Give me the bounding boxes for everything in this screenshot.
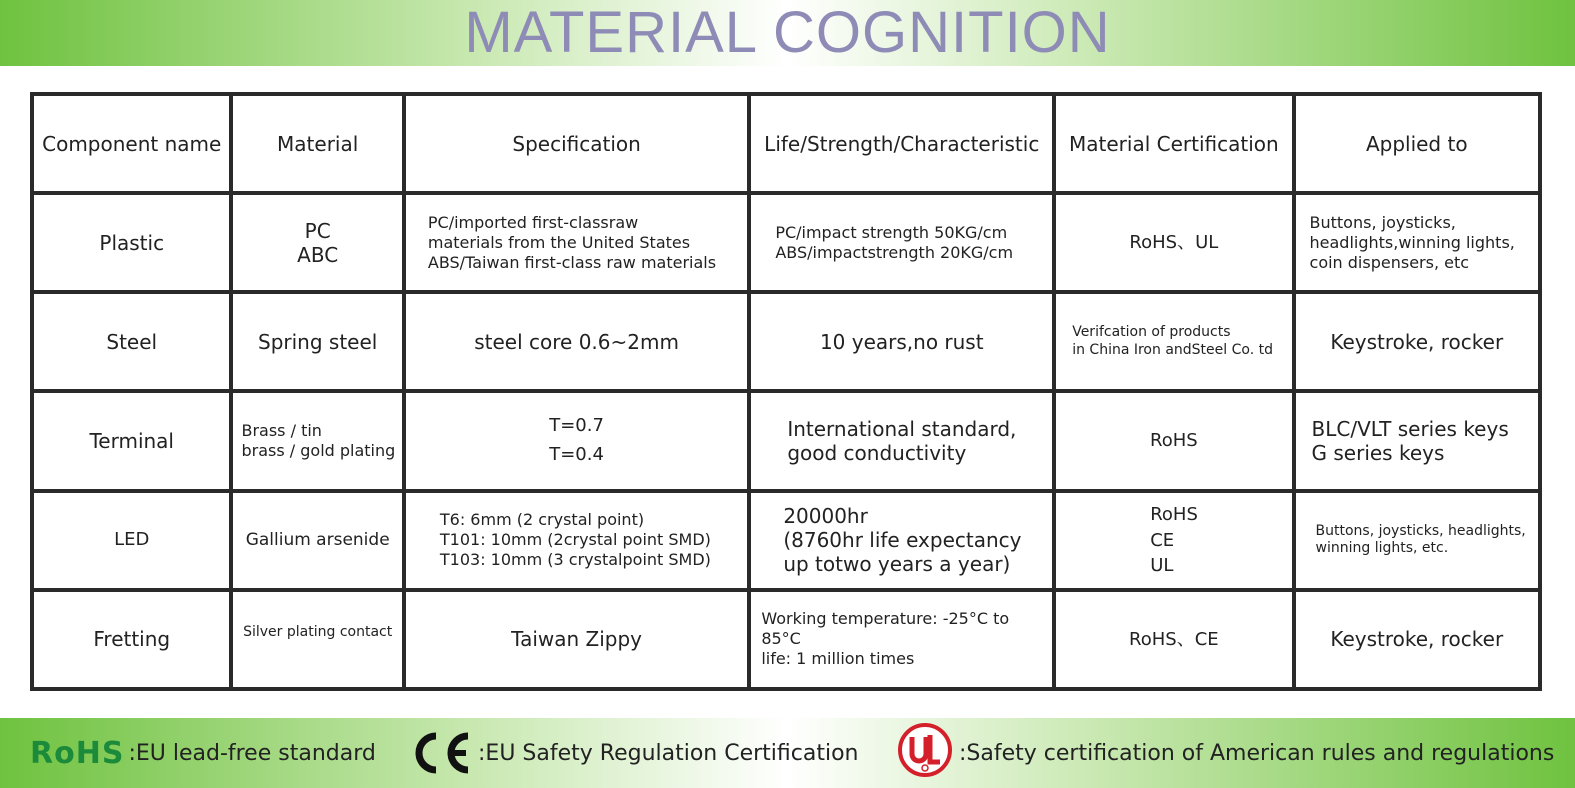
table-cell: RoHS CE UL xyxy=(1054,491,1293,590)
table-row xyxy=(32,193,1540,292)
ul-logo-icon xyxy=(897,722,953,784)
material-table xyxy=(30,92,1542,691)
table-cell: LED xyxy=(32,491,231,590)
ce-description: :EU Safety Regulation Certification xyxy=(478,740,859,766)
rohs-legend xyxy=(30,718,376,788)
table-header-row xyxy=(32,94,1540,193)
table-cell: Buttons, joysticks, headlights, winning lights, etc. xyxy=(1294,491,1540,590)
table-cell: 20000hr (8760hr life expectancy up totwo years a year) xyxy=(749,491,1054,590)
table-cell: RoHS、CE xyxy=(1054,590,1293,689)
table-cell: T6: 6mm (2 crystal point) T101: 10mm (2crystal point SMD) T103: 10mm (3 crystalpoint SMD) xyxy=(404,491,749,590)
page-title: MATERIAL COGNITION xyxy=(464,0,1111,65)
rohs-logo: RoHS xyxy=(30,735,125,771)
table-cell: Steel xyxy=(32,292,231,391)
header-cell: Component name xyxy=(32,94,231,193)
table-cell: International standard, good conductivity xyxy=(749,391,1054,490)
table-cell: PC ABC xyxy=(231,193,403,292)
table-row xyxy=(32,491,1540,590)
ul-description: :Safety certification of American rules and regulations xyxy=(959,740,1555,766)
table-row xyxy=(32,391,1540,490)
table-cell: PC/imported first-classraw materials from the United States ABS/Taiwan first-class raw materials xyxy=(404,193,749,292)
table-cell: Keystroke, rocker xyxy=(1294,292,1540,391)
table-cell: steel core 0.6~2mm xyxy=(404,292,749,391)
table-cell: BLC/VLT series keys G series keys xyxy=(1294,391,1540,490)
table-row xyxy=(32,590,1540,689)
table-cell: Keystroke, rocker xyxy=(1294,590,1540,689)
ce-logo-icon xyxy=(410,732,472,774)
table-cell: RoHS xyxy=(1054,391,1293,490)
header-cell: Life/Strength/Characteristic xyxy=(749,94,1054,193)
table-cell: Plastic xyxy=(32,193,231,292)
table-row xyxy=(32,292,1540,391)
table-cell: Terminal xyxy=(32,391,231,490)
header-cell: Applied to xyxy=(1294,94,1540,193)
table-cell: RoHS、UL xyxy=(1054,193,1293,292)
header-cell: Material Certification xyxy=(1054,94,1293,193)
table-cell: Spring steel xyxy=(231,292,403,391)
table-cell: Verifcation of products in China Iron andSteel Co. td xyxy=(1054,292,1293,391)
table-cell: 10 years,no rust xyxy=(749,292,1054,391)
table-cell: PC/impact strength 50KG/cm ABS/impactstrength 20KG/cm xyxy=(749,193,1054,292)
table-cell: Silver plating contact xyxy=(231,590,403,689)
header-cell: Specification xyxy=(404,94,749,193)
table-cell: Taiwan Zippy xyxy=(404,590,749,689)
table-cell: Buttons, joysticks, headlights,winning lights, coin dispensers, etc xyxy=(1294,193,1540,292)
table-cell: T=0.7 T=0.4 xyxy=(404,391,749,490)
table-cell: Working temperature: -25°C to 85°C life: 1 million times xyxy=(749,590,1054,689)
table-cell: Brass / tin brass / gold plating xyxy=(231,391,403,490)
header-cell: Material xyxy=(231,94,403,193)
ce-legend xyxy=(410,718,859,788)
table-cell: Gallium arsenide xyxy=(231,491,403,590)
table-cell: Fretting xyxy=(32,590,231,689)
ul-legend xyxy=(897,718,1554,788)
rohs-description: :EU lead-free standard xyxy=(128,740,376,766)
